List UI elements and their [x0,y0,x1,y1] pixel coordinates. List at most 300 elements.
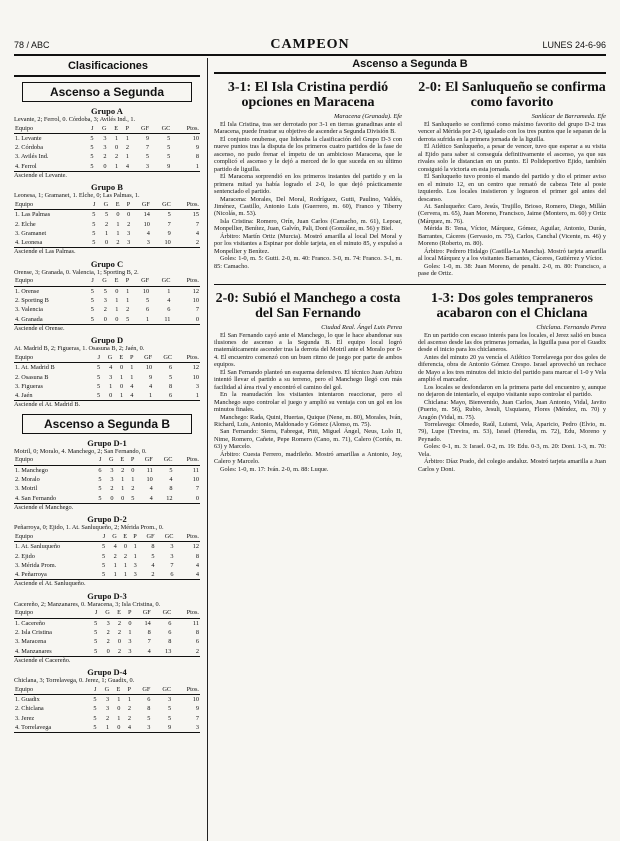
standings-col-header: GC [156,532,175,542]
stat-cell: 0 [116,211,120,219]
stat-cell: 5 [147,714,151,722]
article-paragraph: El Atlético Sanluqueño, a pesar de vencer, tuvo que esperar a su visita al Ejido para saber si conseguía definitivamente el ascenso, ya que sus rivales solo le distancian en un punto. El Polideportivo Ejido, también consiguió la victoria en esta jornada. [418,143,606,173]
stat-cell: 5 [168,373,173,381]
standings-col-header: Ptos. [174,532,200,542]
article-byline: Ciudad Real. Ángel Luis Perea [321,323,402,331]
stat-cell: 2 [106,638,110,646]
stat-cell: 2 [138,570,156,580]
standings-col-header: E [115,455,126,465]
stat-cell: 5 [94,638,98,646]
stat-cell: 3 [167,696,172,704]
stat-cell: 8 [195,153,199,161]
standings-col-header: P [121,685,132,695]
stat-cell: 1 [131,476,135,484]
stat-cell: 2 [103,306,107,314]
stat-cell: 11 [150,315,171,325]
table-row [14,152,200,161]
standings-col-header: Ptos. [171,124,200,134]
stat-cell: 0 [95,315,108,325]
group-results: Motril, 0; Moralo, 4. Manchego, 2; San Fernando, 0. [14,447,147,455]
standings-table [14,200,200,248]
stat-cell: 0 [101,391,113,401]
standings-col-header: J [84,124,94,134]
article-paragraph: Manchego: Rada, Quini, Huertas, Quique (Nene, m. 80), Morales, Iván, Richard, Luis, Antonio, Maldonado y Gómez (Alonso, m. 75). [214,413,402,428]
stat-cell: 3 [130,162,150,172]
stat-cell: 1 [130,315,150,325]
standings-col-header: G [95,124,108,134]
team-name: 3. Motril [15,485,38,493]
group-title: Grupo D-1 [87,437,127,448]
section-name: CAMPEON [270,37,350,52]
standings-col-header: G [95,276,108,286]
standings-col-header: Equipo [14,608,88,618]
standings-table [14,685,200,733]
stat-cell: 2 [103,153,107,161]
table-row [14,286,200,296]
stat-cell: 1 [117,714,121,722]
stat-cell: 5 [98,476,102,484]
table-row [14,494,200,504]
article-paragraph: Torrelavega: Olmedo, Raúl, Luismi, Vela, Aparicio, Pedro (Elvio, m. 79), Lupe (Trevira, m. 53), Israel (Heredia, m. 72), Edu, Moreno y Peynado. [418,420,606,443]
stat-cell: 1 [108,162,120,172]
stat-cell: 5 [169,466,173,474]
stat-cell: 4 [151,561,155,569]
standings-table [14,608,200,656]
article-body [418,121,606,278]
team-name: 3. Figueras [15,382,43,390]
stat-cell: 5 [167,714,172,722]
stat-cell: 8 [195,629,199,636]
team-name: 3. Mérida Prom. [15,561,57,569]
standings-table [14,353,200,401]
standings-col-header: J [86,200,96,210]
stat-cell: 4 [113,543,117,551]
article-paragraph: Isla Cristina: Romero, Orín, Juan Carlos (Camacho, m. 61), Lepoar, Monpellier, Benítez, Juan, Galvín, Pali, Doni (González, m. 56) y Biel. [214,217,402,233]
stat-cell: 1 [106,570,118,580]
stat-cell: 5 [93,696,97,704]
team-name: 2. Moralo [15,476,40,484]
stat-cell: 5 [90,287,94,295]
stat-cell: 5 [96,382,101,390]
page-number: 78 / ABC [14,40,50,50]
standings-col-header: Equipo [14,124,84,134]
stat-cell: 4 [124,391,134,401]
stat-cell: 5 [93,714,97,722]
stat-cell: 5 [93,494,102,504]
stat-cell: 10 [145,364,153,372]
article-paragraph: Goles: 1-0, m. 38: Juan Moreno, de penalti. 2-0, m. 80: Francisco, a pase de Ortiz. [418,262,606,278]
stat-cell: 5 [103,287,107,295]
group-results: Peñarroya, 0; Ejido, 1. At. Sanluqueño, 2; Mérida Prom., 0. [14,524,164,532]
stat-cell: 5 [94,629,98,636]
stat-cell: 0 [117,638,122,646]
stat-cell: 5 [94,619,98,627]
stat-cell: 10 [192,696,199,704]
stat-cell: 3 [127,229,131,237]
table-row [14,305,200,314]
standings-col-header: J [97,532,106,542]
stat-cell: 6 [168,619,172,627]
group-note: Asciende el Levante. [14,171,67,179]
stat-cell: 2 [105,220,109,228]
stat-cell: 4 [149,485,153,493]
stat-cell: 5 [92,229,96,237]
stat-cell: 0 [120,382,124,390]
article-paragraph: El conjunto onubense, que lideraba la clasificación del Grupo D-3 con nueve puntos tras la disputa de los primeros cuatro partidos de la fase de ascenso, no pudo frenar el ímpetu de un ambicioso Maracena, que le complicó el ascenso y le dejó a merced de lo que suceda en su último partido de liguilla. [214,135,402,173]
stat-cell: 0 [98,647,111,657]
standings-col-header: Equipo [14,455,93,465]
stat-cell: 1 [125,153,130,161]
team-name: 3. Avilés Ind. [15,153,49,161]
stat-cell: 5 [88,647,98,657]
standings-col-header: G [102,455,114,465]
article-isla-cristina [214,74,402,278]
group-b-block [14,182,200,255]
group-note: Asciende el At. Sanluqueño. [14,580,86,588]
article-paragraph: Antes del minuto 20 ya vencía el Atlético Torrelavega por dos goles de diferencia, obra de Antonio Gómez Crespo. Israel aprovechó un rechace de Mayo a los tres minutos del inicio del partido para marcar el 1-0 y Vela amplió el marcador. [418,353,606,384]
standings-table [14,124,200,172]
standings-column [14,58,200,841]
stat-cell: 4 [146,229,150,237]
stat-cell: 5 [90,134,94,142]
standings-col-header: GF [131,200,151,210]
stat-cell: 12 [192,364,199,372]
stat-cell: 1 [134,391,153,401]
standings-col-header: Ptos. [171,276,200,286]
stat-cell: 3 [122,647,133,657]
table-row [14,133,200,143]
stat-cell: 3 [121,238,132,248]
standings-col-header: E [113,353,124,363]
stat-cell: 2 [131,485,135,493]
stat-cell: 1 [117,696,121,704]
stat-cell: 5 [167,211,171,219]
article-paragraph: Árbitro: Díaz Prado, del colegio andaluz. Mostró tarjeta amarilla a Juan Carlos y Doni. [418,458,606,473]
stat-cell: 4 [121,723,132,733]
standings-col-header: Ptos. [174,455,201,465]
stat-cell: 3 [172,723,200,733]
stat-cell: 1 [126,297,130,305]
table-row [14,220,200,229]
stat-cell: 2 [121,466,125,474]
stat-cell: 8 [168,382,173,390]
stat-cell: 5 [98,485,102,493]
stat-cell: 3 [170,552,174,560]
standings-col-header: GC [150,276,171,286]
standings-col-header: Ptos. [173,353,200,363]
stat-cell: 7 [147,638,151,646]
stat-cell: 2 [105,714,110,722]
group-title: Grupo A [91,106,123,116]
stat-cell: 7 [195,714,199,722]
article-paragraph: Goles: 1-0, m. 17: Iván. 2-0, m. 88: Luque. [220,465,329,473]
stat-cell: 10 [151,238,172,248]
stat-cell: 5 [92,220,96,228]
article-paragraph: Goles: 1-0, m. 5: Gutti. 2-0, m. 40: Franco. 3-0, m. 74: Franco. 3-1, m. 85: Camacho. [214,255,402,270]
group-d-block [14,335,200,408]
page-date: LUNES 24-6-96 [542,40,606,50]
team-name: 4. Granada [14,315,85,325]
article-body [214,121,402,270]
table-row [14,714,200,723]
standings-col-header: E [109,200,120,210]
stat-cell: 0 [115,287,119,295]
stat-cell: 11 [146,466,153,474]
group-d3-block [14,591,200,664]
standings-col-header: Ptos. [172,200,200,210]
stat-cell: 1 [121,485,125,493]
group-note: Asciende el Manchego. [14,503,74,511]
stat-cell: 0 [174,494,201,504]
stat-cell: 1 [97,723,110,733]
table-row [14,618,200,628]
table-row [14,647,200,657]
stat-cell: 6 [168,364,173,372]
stat-cell: 2 [172,238,200,248]
table-row [14,382,200,391]
stat-cell: 5 [145,153,149,161]
article-chiclana [418,285,606,474]
stat-cell: 1 [127,696,132,704]
stat-cell: 3 [128,638,132,646]
stat-cell: 8 [151,543,155,551]
stat-cell: 1 [109,382,113,390]
article-sanluqueno [418,74,606,278]
article-paragraph: Goles: 0-1, m. 3: Israel. 0-2, m. 19: Edu. 0-3, m. 20: Doni. 1-3, m. 70: Vela. [418,443,606,458]
article-paragraph: El Isla Cristina, tras ser derrotado por 3-1 en tierras granadinas ante el Maracena, puede frustrar su objetivo de ascender a Segunda División B. [214,121,402,136]
stat-cell: 2 [117,629,122,636]
group-title: Grupo D-4 [87,667,127,678]
team-name: 3. Jerez [15,714,35,722]
stat-cell: 0 [110,723,121,733]
group-title: Grupo D [90,335,124,346]
group-note: Asciende el At. Madrid B. [14,401,81,409]
stat-cell: 0 [127,211,131,219]
stat-cell: 0 [95,162,108,172]
stat-cell: 3 [132,723,151,733]
stat-cell: 3 [103,134,107,142]
stat-cell: 9 [167,229,171,237]
team-name: 4. San Fernando [14,494,93,504]
group-note: Asciende el Cacereño. [14,656,71,664]
table-row [14,210,200,220]
stat-cell: 5 [92,391,102,401]
stat-cell: 3 [195,382,199,390]
stat-cell: 10 [192,134,199,142]
team-name: 2. Osasuna B [15,373,49,381]
stat-cell: 4 [195,229,199,237]
stat-cell: 3 [105,696,110,704]
ascenso-segunda-b-box: Ascenso a Segunda B [22,414,192,434]
stat-cell: 10 [192,373,199,381]
stat-cell: 5 [96,373,101,381]
stat-cell: 11 [192,466,199,474]
standings-col-header: Equipo [14,685,88,695]
stat-cell: 14 [143,211,150,219]
stat-cell: 9 [151,723,172,733]
stat-cell: 7 [170,561,174,569]
stat-cell: 0 [115,494,126,504]
article-paragraph: En la reanudación los visitantes intentaron reaccionar, pero el Manchego supo controlar el juego y amplió su ventaja con un gol en los minutos finales. [214,391,402,414]
team-name: 1. Manchego [15,466,48,474]
table-row [14,484,200,493]
stat-cell: 5 [102,561,106,569]
group-note: Asciende el Las Palmas. [14,248,76,256]
stat-cell: 0 [171,315,200,325]
standings-col-header: G [106,532,118,542]
stat-cell: 5 [92,211,96,219]
stat-cell: 5 [167,153,171,161]
stat-cell: 12 [154,494,174,504]
team-name: 2. Ejido [15,552,35,560]
stat-cell: 7 [195,220,199,228]
group-note: Asciende el Orense. [14,324,65,332]
stat-cell: 5 [86,238,96,248]
stat-cell: 7 [145,144,149,152]
stat-cell: 4 [109,364,113,372]
stat-cell: 0 [123,543,128,551]
stat-cell: 11 [192,619,199,627]
stat-cell: 5 [119,315,130,325]
group-results: Cacereño, 2; Manzanares, 0. Maracena, 3; Isla Cristina, 0. [14,600,161,608]
article-byline: Chiclana. Fernando Perea [536,323,606,331]
stat-cell: 6 [168,629,172,636]
group-d1-block [14,438,200,511]
stat-cell: 3 [109,373,113,381]
article-paragraph: El Maracena sorprendió en los primeros instantes del partido y en la primera mitad ya había logrado el 2-0, lo que dejó prácticamente sentenciado el partido. [214,173,402,196]
stat-cell: 10 [192,476,199,484]
table-row [14,315,200,325]
standings-col-header: G [101,353,113,363]
stat-cell: 2 [127,220,131,228]
stat-cell: 2 [109,238,120,248]
stat-cell: 3 [133,561,137,569]
table-row [14,391,200,401]
stat-cell: 4 [174,570,200,580]
standings-col-header: Equipo [14,532,97,542]
stat-cell: 9 [195,144,199,152]
stat-cell: 4 [135,494,153,504]
team-name: 4. Leonesa [14,238,86,248]
table-row [14,238,200,248]
standings-col-header: P [124,353,134,363]
stat-cell: 5 [85,315,95,325]
article-paragraph: At. Sanluqueño: Caro, Jesús, Trujillo, Brioso, Romero, Diego, Millán (Cervera, m. 65), Juan Moreno, Francisco, Jaime (Montero, m. 60) y Ortiz (Márquez, m. 76). [418,202,606,225]
stat-cell: 2 [111,647,122,657]
article-paragraph: Los locales se desfondaron en la primera parte del encuentro y, aunque no dejaron de intentarlo, el equipo visitante supo controlar el partido. [418,383,606,399]
team-name: 1. Cacereño [15,619,46,627]
standings-col-header: E [108,124,120,134]
table-row [14,542,200,552]
stat-cell: 2 [110,485,114,493]
stat-cell: 5 [90,306,94,314]
stat-cell: 1 [121,476,125,484]
stat-cell: 9 [145,134,149,142]
stat-cell: 0 [128,619,132,627]
stat-cell: 1 [105,229,109,237]
stat-cell: 10 [192,297,199,305]
team-name: 4. Jaén [14,391,92,401]
group-title: Grupo B [91,182,123,193]
group-a-block [14,106,200,179]
standings-col-header: GF [132,685,151,695]
stat-cell: 1 [167,287,171,295]
table-row [14,162,200,172]
standings-col-header: J [92,353,102,363]
standings-col-header: G [96,200,109,210]
article-manchego [214,285,402,474]
stat-cell: 5 [102,543,106,551]
team-name: 4. Ferrol [14,162,84,172]
stat-cell: 12 [192,287,199,295]
stat-cell: 4 [169,476,173,484]
stat-cell: 1 [130,373,134,381]
article-paragraph: Chiclana: Mayo, Bienvenido, Juan Carlos, Juan Antonio, Vidal, Javito (Puerto, m. 56), Rubio, Jesuli, Usquiano, Flores (Méndez, m. 70) y Aragón (Vidal, m. 75). [418,398,606,421]
stat-cell: 8 [169,485,173,493]
stat-cell: 1 [126,287,130,295]
table-row [14,475,200,484]
stat-cell: 0 [117,705,121,713]
standings-col-header: J [93,455,102,465]
article-paragraph: El Sanluqueño tuvo pronto el mando del partido y dio el primer aviso en el minuto 12, en un centro que remató de cabeza Tete al poste izquierdo. Los locales insistieron y lograron el primer gol antes del descanso. [418,173,606,203]
team-name: 4. Peñarroya [14,570,97,580]
stat-cell: 5 [97,570,106,580]
table-row [14,552,200,561]
table-row [14,373,200,382]
stat-cell: 9 [149,373,153,381]
stat-cell: 5 [151,552,155,560]
stat-cell: 10 [143,220,150,228]
standings-col-header: GC [150,124,171,134]
stat-cell: 5 [125,494,135,504]
stat-cell: 0 [108,315,120,325]
article-headline: 1-3: Dos goles tempraneros acabaron con el Chiclana [431,290,593,321]
standings-col-header: GF [130,124,150,134]
team-name: 3. Gramanet [15,229,47,237]
group-results: Leonesa, 1; Gramanet, 1. Elche, 0; Las Palmas, 1. [14,192,140,200]
article-paragraph: Mérida B: Tena, Víctor, Márquez, Gómez, Aguilar, Antonio, Durán, Barrantes, Cáceres (Gervasio, m. 75), Carlos, Canchal (Vicente, m. 46) y Moreno (Roberto, m. 80). [418,225,606,248]
standings-col-header: Equipo [14,276,85,286]
stat-cell: 1 [113,391,124,401]
standings-col-header: GC [153,353,173,363]
stat-cell: 5 [102,552,106,560]
articles-bottom-row [214,285,606,474]
standings-col-header: E [108,276,120,286]
stat-cell: 3 [103,144,107,152]
stat-cell: 2 [127,714,132,722]
article-headline: 2-0: El Sanluqueño se confirma como favorito [418,80,606,110]
stat-cell: 12 [192,543,199,551]
stat-cell: 1 [133,552,137,560]
stat-cell: 2 [126,306,130,314]
stat-cell: 3 [110,466,114,474]
stat-cell: 5 [90,153,94,161]
stat-cell: 5 [105,211,109,219]
table-row [14,465,200,475]
stat-cell: 10 [142,287,150,295]
standings-col-header: G [97,685,110,695]
stat-cell: 7 [195,485,199,493]
article-byline: Maracena (Granada). Efe [333,113,402,120]
group-results: At. Madrid B, 2; Figueras, 1. Osasuna B, 2; Jaén, 0. [14,345,145,353]
article-body [214,332,402,474]
table-row [14,561,200,570]
stat-cell: 5 [167,134,171,142]
standings-col-header: P [128,532,138,542]
standings-col-header: GC [151,200,172,210]
stat-cell: 5 [167,144,171,152]
article-byline: Sanlúcar de Barrameda. Efe [531,113,606,120]
